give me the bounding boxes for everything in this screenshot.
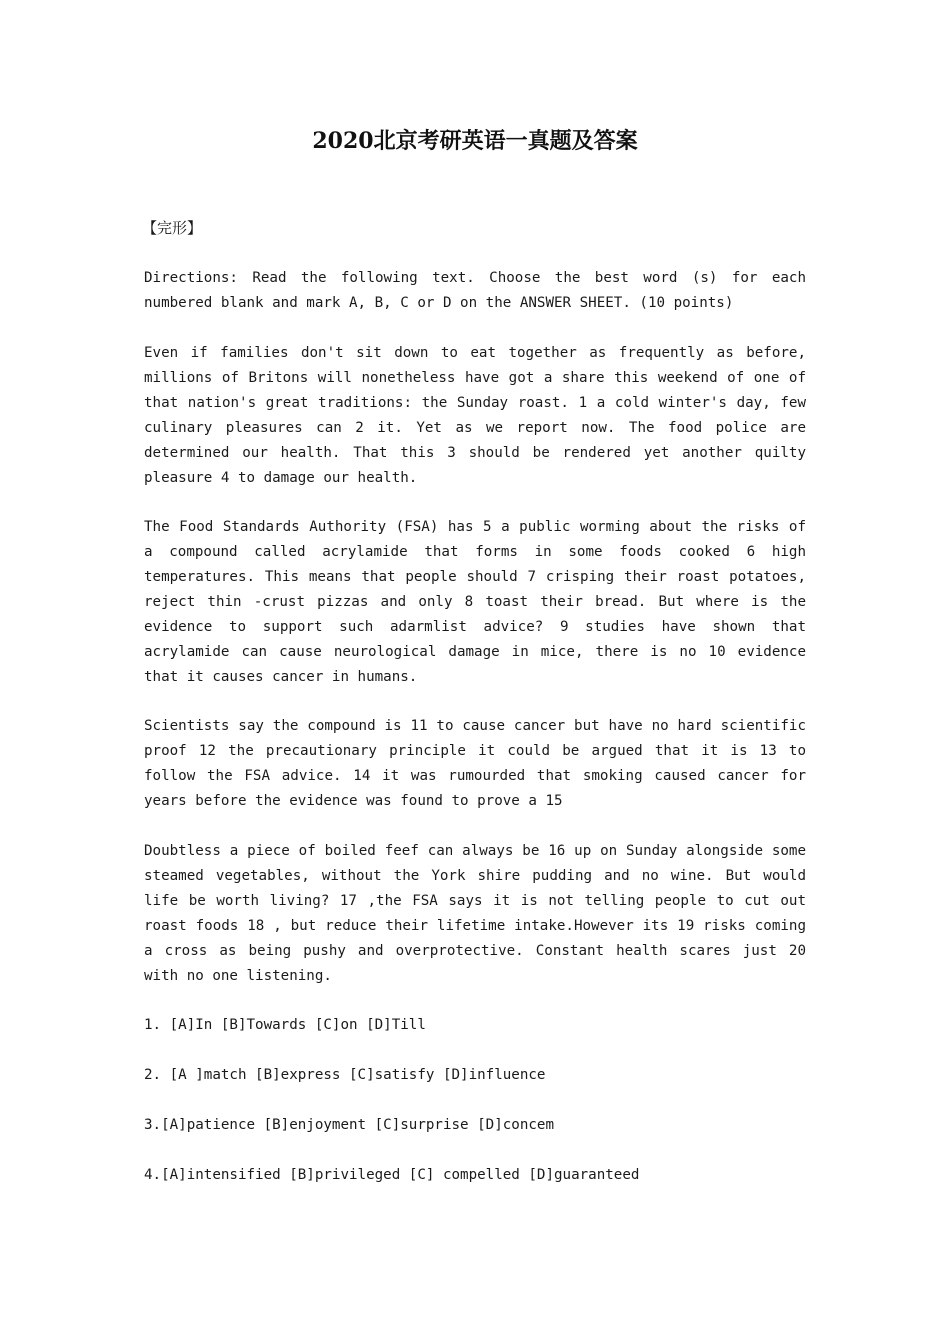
question-option-4: 4.[A]intensified [B]privileged [C] compelled [D]guaranteed [144,1167,640,1183]
question-option-1: 1. [A]In [B]Towards [C]on [D]Till [144,1017,426,1033]
document-title: 2020北京考研英语一真题及答案 [312,128,638,154]
passage-paragraph-4: Doubtless a piece of boiled feef can always be 16 up on Sunday alongside some steamed vegetables, without the York shire pudding and no wine. But would life be worth living? 17 ,the FSA says it is not telling people to cut out roast foods 18 , but reduce their lifetime intake.However its 19 risks coming a cross as being pushy and overprotective. Constant health scares just 20 with no one listening. [144,843,806,984]
passage-paragraph-3: Scientists say the compound is 11 to cause cancer but have no hard scientific proof 12 the precautionary principle it could be argued that it is 13 to follow the FSA advice. 14 it was rumourded that smoking caused cancer for years before the evidence was found to prove a 15 [144,718,806,809]
passage-paragraph-1: Even if families don't sit down to eat together as frequently as before, millions of Britons will nonetheless have got a share this weekend of one of that nation's great traditions: the Sunday roast. 1 a cold winter's day, few culinary pleasures can 2 it. Yet as we report now. The food police are determined our health. That this 3 should be rendered yet another quilty pleasure 4 to damage our health. [144,345,806,486]
passage-paragraph-2: The Food Standards Authority (FSA) has 5 a public worming about the risks of a compound called acrylamide that forms in some foods cooked 6 high temperatures. This means that people should 7 crisping their roast potatoes, reject thin -crust pizzas and only 8 toast their bread. But where is the evidence to support such adarmlist advice? 9 studies have shown that acrylamide can cause neurological damage in mice, there is no 10 evidence that it causes cancer in humans. [144,519,806,685]
directions-text: Directions: Read the following text. Choose the best word (s) for each numbered blank and mark A, B, C or D on the ANSWER SHEET. (10 points) [144,270,806,311]
question-option-3: 3.[A]patience [B]enjoyment [C]surprise [D]concem [144,1117,554,1133]
question-option-2: 2. [A ]match [B]express [C]satisfy [D]influence [144,1067,546,1083]
section-label: 【完形】 [142,219,203,237]
